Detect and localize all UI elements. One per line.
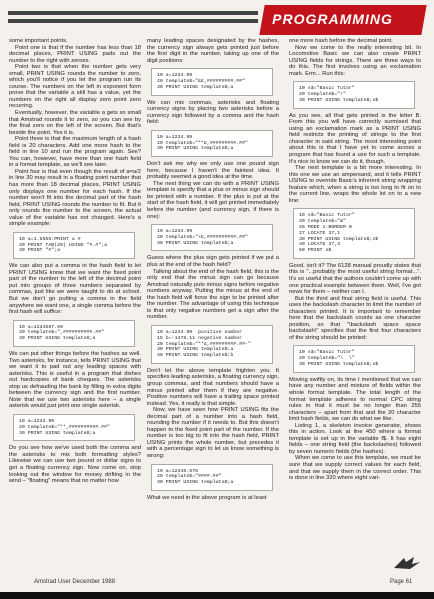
paragraph: Don't ask me why we only use one pound sign here, because I haven't the faintest idea. It probably seemed a good idea at the time.	[147, 161, 279, 181]
header-rule-top	[8, 11, 258, 15]
paragraph: When we come to use this template, we must be sure that we supply correct values for each field, and that we supply them in the correct order. This is done in line 320 where eight vari-	[289, 455, 421, 482]
column-2	[147, 38, 279, 570]
paragraph: Good, isn't it? The 6128 manual proudly states that this is "...probably the most useful string format...". It's so useful that the authors couldn't come up with one practical example between them. Well, I've got news for them – neither can I.	[289, 262, 421, 296]
paragraph: The next thing we can do with a PRINT USING template is specify that a plus or minus sign should be printed with a number. If the plus is put at the start of the hash field, it will get printed immediately before the number (and currency sign, if there is one):	[147, 180, 279, 220]
paragraph: We can mix commas, asterisks and floating currency signs by placing two asterisks before a currency sign followed by a comma and the hash field:	[147, 99, 279, 126]
code-listing: 10 s$="Basic Tutor" 20 template$="\ \" 30 PRINT USING template$;s$	[293, 345, 415, 372]
paragraph: Do you see how we've used both the comma and the asterisks to mix both formatting styles? Likewise we can use two pound or dollar signs to get a floating currency sign. Now come on, stop looking out the window for money drifting in the wind – "floating" means that no matter how	[9, 445, 141, 485]
code-listing: 10 a=1234.99 20 template$="+£,##########.##" 30 PRINT USING template$;a	[151, 224, 273, 251]
paragraph: Point two is that when the number gets very small, PRINT USING rounds the number to zero, which you'll notice if you let the program run its course. The numbers on the left in exponent form prove that the variable a still has a value, yet the numbers on the right all display zero point zero recurring.	[9, 64, 141, 110]
code-listing: 10 a=1234.99 20 template$="££,#########.##" 30 PRINT USING template$;a	[151, 68, 273, 95]
paragraph: Eventually, however, the variable a gets so small that Amstrad rounds it to zero, so you can see by the final zero on the left of the screen. But that's beside the point. Yes it is.	[9, 110, 141, 136]
paragraph: Point one is that if the number has less than 18 decimal places, PRINT USING pads out the number to the right with zeroes.	[9, 44, 141, 64]
page-footer	[0, 576, 434, 590]
paragraph: Point three is that the maximum length of a hash field is 20 characters. Add one more hash to the field in line 10 and run the program again. See? You can, however, have more than one hash field in a format template, as we'll see later.	[9, 136, 141, 169]
paragraph: Don't let the above template frighten you. It specifies leading asterisks, a floating currency sign, group commas, and that numbers should have a minus printed after them if they are negative. Positive numbers will have a trailing space printed instead. Yes, it really is that simple.	[147, 367, 279, 407]
bottom-edge	[0, 592, 434, 599]
code-listing: 10 s$="Basic Tutor" 20 template$="&" 25 MODE 1:BORDER 0 27 LOCATE 37,1 30 PRINT USING template$;s$ 40 LOCATE 37,3 50 PRINT s$	[293, 208, 415, 259]
paragraph: Listing 1, a skeleton invoice generator, shows this in action. Look at line 450 where a format template is set up in the variable f$. It has eight fields – one string field (the backslashes) followed by seven numeric fields (the hashes).	[289, 422, 421, 455]
column-3	[289, 38, 421, 570]
paragraph: Guess where the plus sign gets printed if we put a plus at the end of the hash field?	[147, 255, 279, 269]
paragraph: We can also put a comma in the hash field to let PRINT USING know that we want the fixed point part of the number to the left of the decimal point put into groups of three numbers separated by commas, just like we were taught to do at school. But we don't go putting a comma in the field anywhere we want one, a single comma before the first hash will suffice:	[9, 263, 141, 316]
paragraph: Talking about the end of the hash field, this is the only end that the minus sign can go because Amstrad naturally puts minus signs before negative numbers anyway. Putting the minus at the end of the hash field will force the sign to be printed after the number. The advantage of using this technique is that only negative numbers get a sign after the number.	[147, 268, 279, 321]
header-rule-bottom	[8, 19, 258, 23]
column-1	[9, 38, 141, 570]
code-listing: 10 a=1.5556:PRINT a # 20 PRINT TAB(20) USING "#.#";a 30 PRINT "#";a	[13, 232, 135, 259]
code-listing: 10 s$="Basic Tutor" 20 template$="!" 30 PRINT USING template$;s$	[293, 81, 415, 108]
paragraph: some important points.	[9, 38, 68, 44]
paragraph: Now, we have seen how PRINT USING fits the decimal part of a number into a hash field, rounding the number if it needs to. But this doesn't happen to the fixed point part of the number. If the number is too big to fit into the hash field, PRINT USING prints the whole number, but precedes it with a percentage sign to let us know something is wrong:	[147, 407, 279, 460]
end-logo-icon	[392, 556, 422, 570]
code-listing: 10 a=1234567.89 20 template$=",##########.##" 30 PRINT USING template$;a	[13, 320, 135, 347]
footer-page-number: Page 61	[390, 579, 413, 585]
code-listing: 10 a=1234.99 positive number 15 b=-1478.11 negative number 20 template$="**£,#########.##-" 30 PRINT USING template$;a 40 PRINT USING template$;b	[151, 325, 273, 364]
section-banner	[259, 5, 426, 35]
code-listing: 10 a=12345.678 20 template$="####.##" 30 PRINT USING template$;a	[151, 464, 273, 491]
paragraph: one more hash before the decimal point.	[289, 38, 393, 44]
paragraph: Now we come to the really interesting bit. In Locomotive Basic we can also create PRINT USING fields for strings. There are three ways to do this. The first involves using an exclamation mark. Erm... Run this:	[289, 44, 421, 77]
code-listing: 10 a=1234.99 20 template$="**£,#########.##" 30 PRINT USING template$;a	[151, 130, 273, 157]
footer-publication: Amstrad User December 1988	[34, 579, 116, 585]
code-listing: 10 a=1234.99 20 template$="**,##########.##" 30 PRINT USING template$;a	[13, 414, 135, 441]
paragraph: Point four is that even though the result of a=a/2 in line 30 may result in a floating point number that has more than 18 decimal places, PRINT USING only displays one number for each hash. If the number won't fit into the decimal part of the hash field, PRINT USING rounds the number to fit. But it only rounds the number to the screen, the actual value of the variable has not changed. Here's a simple example:	[9, 168, 141, 228]
paragraph: many leading spaces designated by the hashes, the currency sign always gets printed just before the first digit in the number, taking up one of the digit positions:	[147, 38, 279, 64]
paragraph: The next template is a bit more interesting. In this one we use an ampersand, and it tells PRINT USING to override Basic's inherent string wrapping feature which, when a string is too long to fit on to the current line, wraps the whole lot on to a new line:	[289, 165, 421, 204]
section-title: PROGRAMMING	[272, 11, 393, 27]
paragraph: Moving swiftly on, its time I mentioned that we can have any number and mixture of fields within the whole format template. The total length of the format template adheres to normal CPC string rules in that it must be no longer than 255 characters – apart from that and the 20 character limit hash fields, we can do what we like.	[289, 376, 421, 423]
paragraph: As you see, all that gets printed is the letter B. From this you will have correctly surmised that using an exclamation mark as a PRINT USING field restricts the printing of strings to the first character in said string. The most interesting point about this is that I have yet to come across a program that has found a use for such a template. It's nice to know we can do it, though.	[289, 112, 421, 165]
paragraph: What we need in the above program is at least	[147, 494, 267, 501]
paragraph: We can put other things before the hashes as well. Two asterisks, for instance, tells PRINT USING that we want it to pad out any leading spaces with asterisks. This is useful in a program that dishes out hardcopies of bank cheques. The asterisks stop us defrauding the bank by filling in extra digits between the currency sign and the first number. Note that we use two asterisks here – a single asterisk would just print one single asterisk.	[9, 351, 141, 410]
paragraph: But the third and final string field is useful. This uses the backslash character to limit the number of characters printed. It is important to remember here that the backslash counts as one character position, so that "\backslash space space backslash\" specifies that the first four characters of the string should be printed:	[289, 295, 421, 341]
